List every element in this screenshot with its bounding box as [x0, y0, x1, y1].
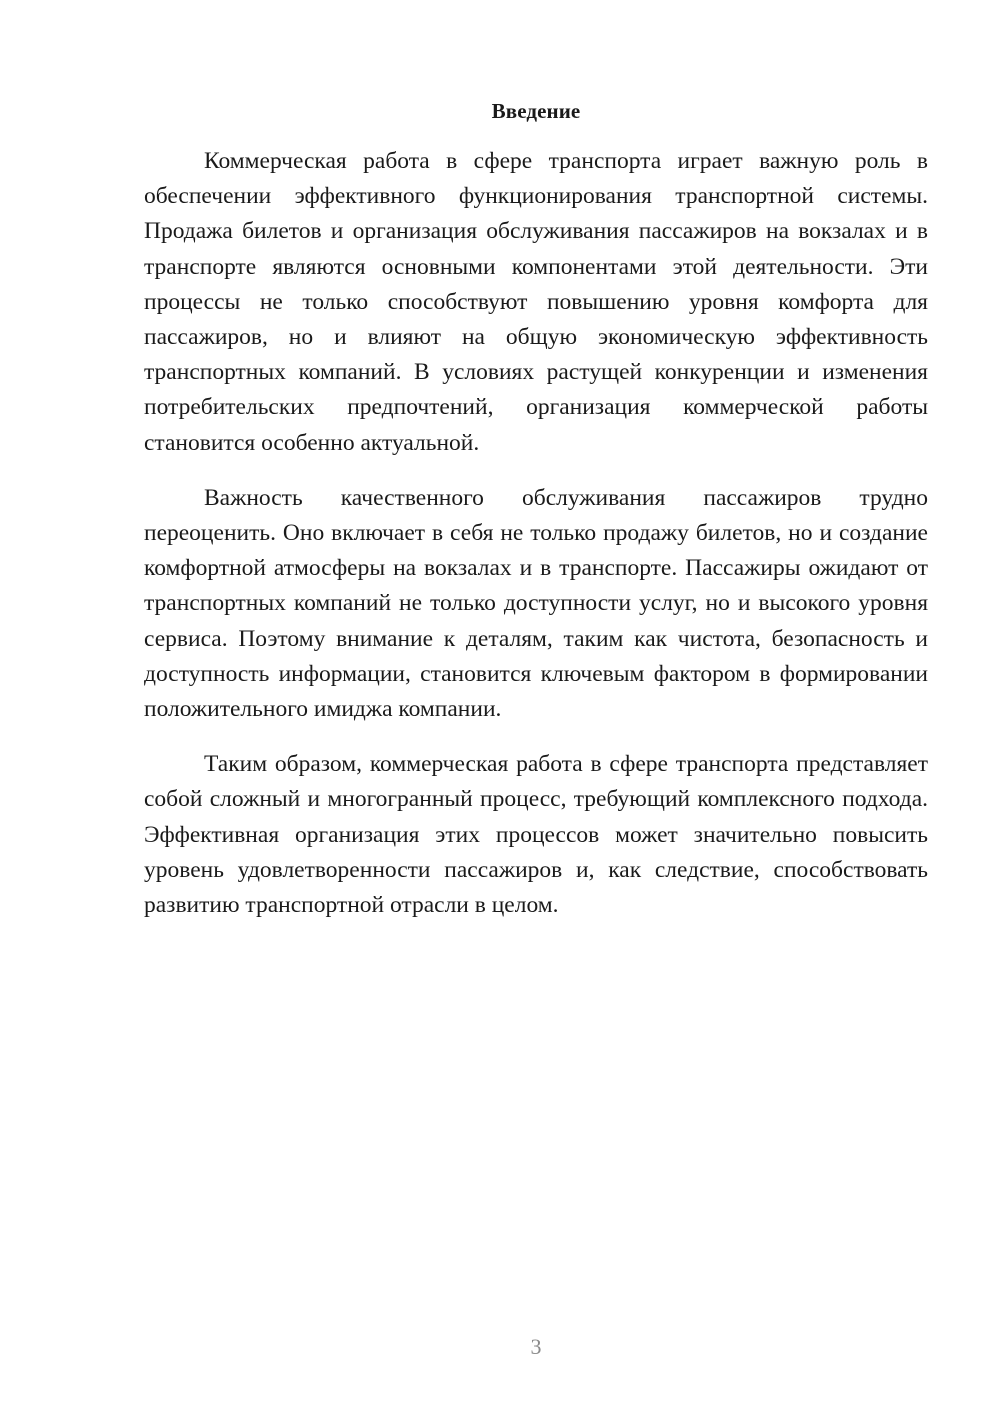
paragraph-intro: Коммерческая работа в сфере транспорта играет важную роль в обеспечении эффективного функционирования транспортной системы. Продажа билетов и организация обслуживания пассажиров на вокзалах и в транспорте являются основными компонентами этой деятельности. Эти процессы не только способствуют повышению уровня комфорта для пассажиров, но и влияют на общую экономическую эффективность транспортных компаний. В условиях растущей конкуренции и изменения потребительских предпочтений, организация коммерческой работы становится особенно актуальной. [144, 148, 928, 456]
page-number: 3 [530, 1334, 542, 1359]
body-text [144, 144, 928, 923]
section-heading: Введение [491, 99, 581, 123]
paragraph-conclusion: Таким образом, коммерческая работа в сфере транспорта представляет собой сложный и многогранный процесс, требующий комплексного подхода. Эффективная организация этих процессов может значительно повысить уровень удовлетворенности пассажиров и, как следствие, способствовать развитию транспортной отрасли в целом. [144, 751, 928, 919]
paragraph-service-quality: Важность качественного обслуживания пассажиров трудно переоценить. Оно включает в себя не только продажу билетов, но и создание комфортной атмосферы на вокзалах и в транспорте. Пассажиры ожидают от транспортных компаний не только доступности услуг, но и высокого уровня сервиса. Поэтому внимание к деталям, таким как чистота, безопасность и доступность информации, становится ключевым фактором в формировании положительного имиджа компании. [144, 484, 928, 723]
